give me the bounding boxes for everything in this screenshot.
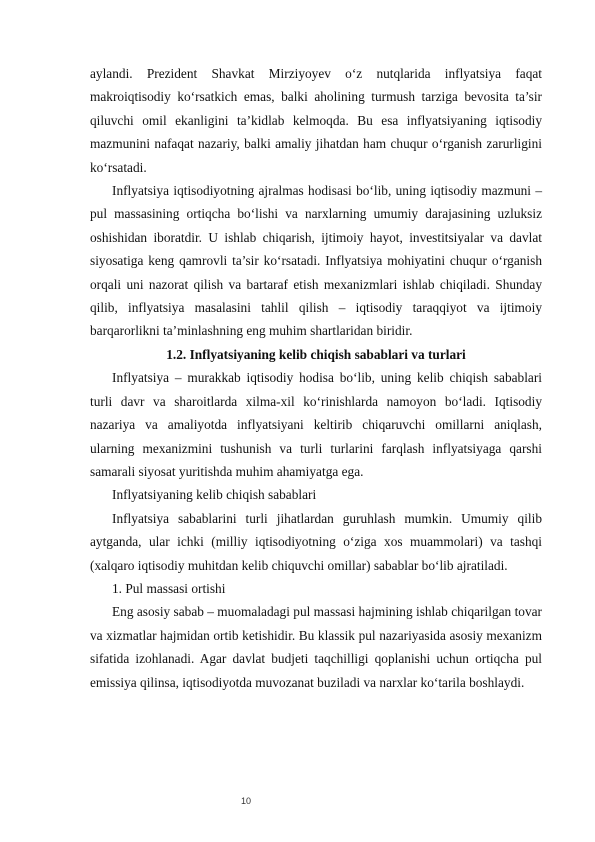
subheading-causes: Inflyatsiyaning kelib chiqish sabablari [112,487,317,503]
paragraph-money-supply: Eng asosiy sabab – muomaladagi pul massasi hajmining ishlab chiqarilgan tovar va xizmatlar hajmidan ortib ketishidir. Bu klassik pul nazariyasida asosiy mexanizm sifatida izohlanadi. Agar davlat budjeti taqchilligi qoplanishi uchun ortiqcha pul emissiya qilinsa, iqtisodiyotda muvozanat buziladi va narxlar ko‘tarila boshlaydi. [90,604,542,690]
paragraph-continuation: aylandi. Prezident Shavkat Mirziyoyev o‘z nutqlarida inflyatsiya faqat makroiqtisodiy ko‘rsatkich emas, balki aholining turmush tarziga bevosita ta’sir qiluvchi omil ekanligini ta’kidlab kelmoqda. Bu esa inflyatsiyaning iqtisodiy mazmunini nafaqat nazariy, balki amaliy jihatdan ham chuqur o‘rganish zarurligini ko‘rsatadi. [90,66,542,175]
paragraph-inflation-causes-intro: Inflyatsiya – murakkab iqtisodiy hodisa bo‘lib, uning kelib chiqish sabablari turli davr va sharoitlarda xilma-xil ko‘rinishlarda namoyon bo‘ladi. Iqtisodiy nazariya va amaliyotda inflyatsiyani keltirib chiqaruvchi omillarni aniqlash, ularning mexanizmini tushunish va turli turlarini farqlash inflyatsiyaga qarshi samarali siyosat yuritishda muhim ahamiyatga ega. [90,370,542,479]
section-heading: 1.2. Inflyatsiyaning kelib chiqish sabablari va turlari [166,346,466,362]
page-number: 10 [240,796,251,806]
document-page [90,62,542,694]
paragraph-inflation-essence: Inflyatsiya iqtisodiyotning ajralmas hodisasi bo‘lib, uning iqtisodiy mazmuni – pul massasining ortiqcha bo‘lishi va narxlarning umumiy darajasining uzluksiz oshishidan iboratdir. U ishlab chiqarish, ijtimoiy hayot, investitsiyalar va davlat siyosatiga keng qamrovli ta’sir ko‘rsatadi. Inflyatsiya mohiyatini chuqur o‘rganish orqali uni nazorat qilish va bartaraf etish mexanizmlari ishlab chiqiladi. Shunday qilib, inflyatsiya masalasini tahlil qilish – iqtisodiy taraqqiyot va ijtimoiy barqarorlikni ta’minlashning eng muhim shartlaridan biridir. [90,183,542,339]
list-item-money-supply: 1. Pul massasi ortishi [112,580,226,596]
paragraph-causes-grouping: Inflyatsiya sabablarini turli jihatlardan guruhlash mumkin. Umumiy qilib aytganda, ular ichki (milliy iqtisodiyotning o‘ziga xos muammolari) va tashqi (xalqaro iqtisodiy muhitdan kelib chiquvchi omillar) sabablar bo‘lib ajratiladi. [90,510,542,573]
